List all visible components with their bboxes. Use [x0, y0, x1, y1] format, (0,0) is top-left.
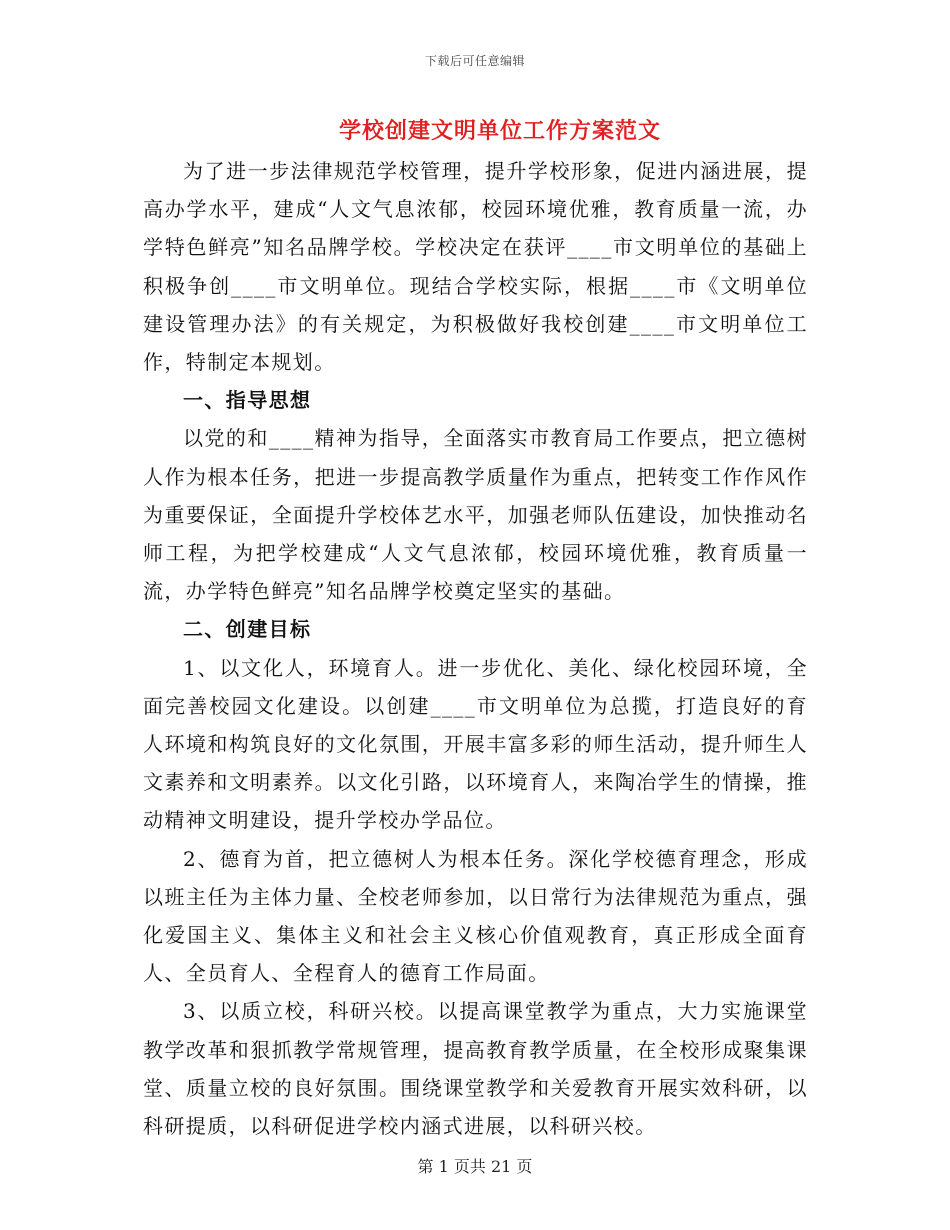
header-note: 下载后可任意编辑: [424, 54, 525, 68]
section-heading-guiding-ideology: 一、指导思想: [183, 388, 312, 413]
goal-item-1: 1、以文化人，环境育人。进一步优化、美化、绿化校园环境，全面完善校园文化建设。以创建____市文明单位为总揽，打造良好的育人环境和构筑良好的文化氛围，开展丰富多彩的师生活动，提升师生人文素养和文明素养。以文化引路，以环境育人，来陶冶学生的情操，推动精神文明建设，提升学校办学品位。: [143, 655, 808, 833]
goal-item-2: 2、德育为首，把立德树人为根本任务。深化学校德育理念，形成以班主任为主体力量、全校老师参加，以日常行为法律规范为重点，强化爱国主义、集体主义和社会主义核心价值观教育，真正形成全面育人、全员育人、全程育人的德育工作局面。: [143, 846, 808, 986]
page-footer: 第 1 页共 21 页: [417, 1157, 533, 1176]
document-title: 学校创建文明单位工作方案范文: [338, 118, 661, 144]
section-heading-goals: 二、创建目标: [183, 617, 312, 642]
guiding-ideology-paragraph: 以党的和____精神为指导，全面落实市教育局工作要点，把立德树人作为根本任务，把进一步提高教学质量作为重点，把转变工作作风作为重要保证，全面提升学校体艺水平，加强老师队伍建设，加快推动名师工程，为把学校建成“人文气息浓郁，校园环境优雅，教育质量一流，办学特色鲜亮”知名品牌学校奠定坚实的基础。: [143, 426, 808, 604]
document-body: [143, 152, 808, 1145]
intro-paragraph: 为了进一步法律规范学校管理，提升学校形象，促进内涵进展，提高办学水平，建成“人文气息浓郁，校园环境优雅，教育质量一流，办学特色鲜亮”知名品牌学校。学校决定在获评____市文明单位的基础上积极争创____市文明单位。现结合学校实际，根据____市《文明单位建设管理办法》的有关规定，为积极做好我校创建____市文明单位工作，特制定本规划。: [143, 159, 808, 375]
goal-item-3: 3、以质立校，科研兴校。以提高课堂教学为重点，大力实施课堂教学改革和狠抓教学常规管理，提高教育教学质量，在全校形成聚集课堂、质量立校的良好氛围。围绕课堂教学和关爱教育开展实效科研，以科研提质，以科研促进学校内涵式进展，以科研兴校。: [143, 999, 808, 1139]
